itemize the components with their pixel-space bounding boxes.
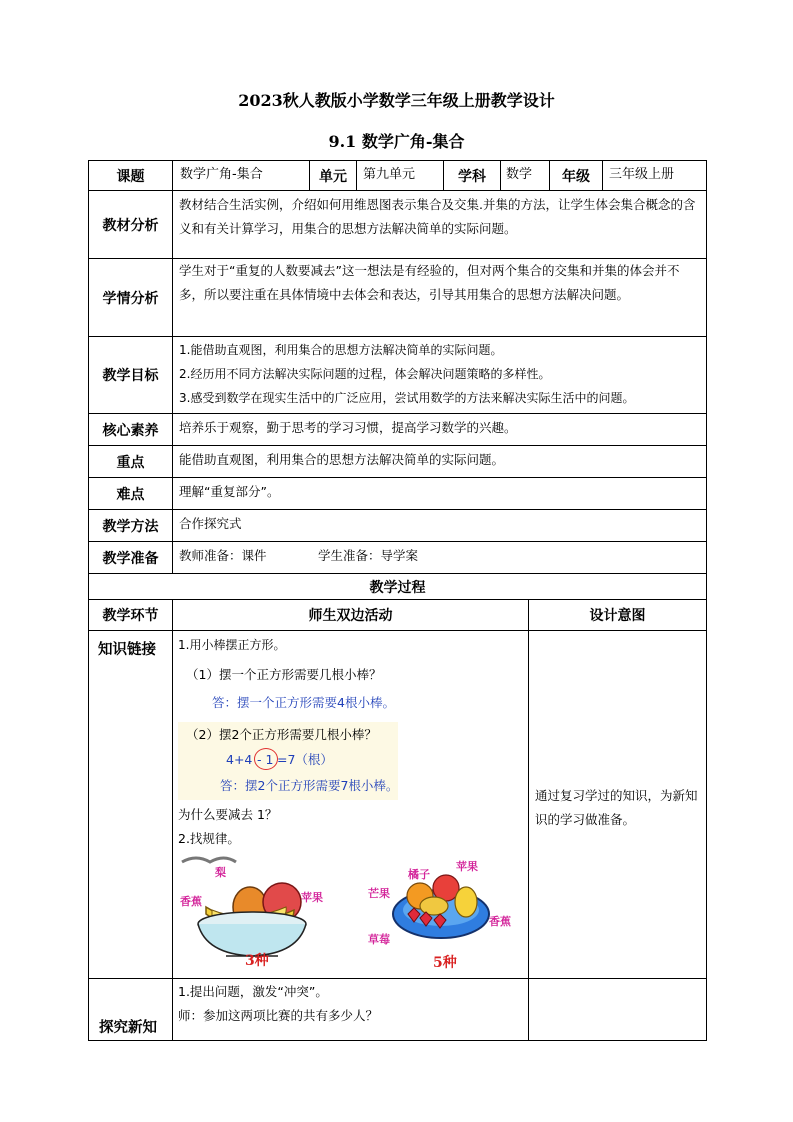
why-subtract-text: 为什么要减去 1？ — [178, 807, 278, 822]
process-col-intent: 设计意图 — [589, 608, 646, 624]
teaching-method-text: 合作探究式 — [179, 516, 242, 531]
core-literacy-text: 培养乐于观察，勤于思考的学习习惯，提高学习数学的兴趣。 — [179, 420, 517, 435]
process-title: 教学过程 — [369, 579, 426, 596]
count-5-kinds: 5种 — [433, 955, 457, 971]
document-title: 2023秋人教版小学数学三年级上册教学设计 — [238, 91, 555, 110]
label-banana-2: 香蕉 — [489, 915, 511, 928]
core-literacy-label: 核心素养 — [102, 422, 159, 439]
label-apple-1: 苹果 — [301, 891, 323, 904]
label-apple-2: 苹果 — [456, 860, 478, 873]
difficulty-label: 难点 — [116, 486, 145, 503]
learner-analysis-label: 学情分析 — [102, 290, 159, 307]
topic-value: 数学广角-集合 — [180, 167, 263, 182]
teaching-goal-3: 3.感受到数学在现实生活中的广泛应用，尝试用数学的方法来解决实际生活中的问题。 — [179, 391, 635, 405]
teaching-goal-1: 1.能借助直观图，利用集合的思想方法解决简单的实际问题。 — [179, 343, 503, 357]
label-banana-1: 香蕉 — [180, 895, 202, 908]
circle-mark — [254, 748, 278, 770]
unit-value: 第九单元 — [363, 167, 416, 182]
link-answer-2: 答：摆2个正方形需要7根小棒。 — [220, 778, 399, 793]
student-prep-text: 学生准备：导学案 — [318, 548, 419, 563]
label-pear: 梨 — [215, 866, 226, 879]
explore-new-label: 探究新知 — [99, 1019, 157, 1036]
knowledge-link-label: 知识链接 — [98, 641, 156, 658]
textbook-analysis-text: 教材结合生活实例，介绍如何用维恩图表示集合及交集.并集的方法，让学生体会集合概念的含义和有关计算学习，用集合的思想方法解决简单的实际问题。 — [179, 197, 696, 236]
document-subtitle: 9.1 数学广角-集合 — [328, 132, 465, 151]
teaching-method-label: 教学方法 — [102, 518, 159, 535]
key-point-label: 重点 — [116, 454, 145, 471]
subject-value: 数学 — [506, 167, 533, 182]
label-mango: 芒果 — [368, 887, 390, 900]
equation-minus-one: - 1 — [257, 752, 274, 767]
topic-label: 课题 — [116, 168, 145, 185]
fruit-bowl-5-kinds — [393, 875, 489, 938]
equation-part-c: =7（根） — [277, 752, 333, 767]
explore-line-2: 师：参加这两项比赛的共有多少人？ — [178, 1008, 379, 1023]
link-question-2: （2）摆2个正方形需要几根小棒？ — [186, 727, 377, 742]
process-col-activity: 师生双边活动 — [308, 608, 393, 624]
design-intent-text: 通过复习学过的知识，为新知识的学习做准备。 — [535, 788, 698, 827]
link-answer-1: 答：摆一个正方形需要4根小棒。 — [212, 695, 395, 710]
process-col-stage: 教学环节 — [102, 608, 159, 624]
key-point-text: 能借助直观图，利用集合的思想方法解决简单的实际问题。 — [179, 452, 505, 467]
teacher-prep-text: 教师准备：课件 — [179, 548, 267, 563]
explore-line-1: 1.提出问题，激发“冲突”。 — [178, 984, 328, 999]
teaching-goal-2: 2.经历用不同方法解决实际问题的过程，体会解决问题策略的多样性。 — [179, 367, 551, 381]
count-3-kinds: 3种 — [245, 953, 269, 969]
teaching-goals-label: 教学目标 — [102, 368, 159, 384]
grade-label: 年级 — [562, 168, 590, 185]
find-pattern-text: 2.找规律。 — [178, 831, 240, 846]
learner-analysis-text: 学生对于“重复的人数要减去”这一想法是有经验的，但对两个集合的交集和并集的体会并不多，所以要注重在具体情境中去体会和表达，引导其用集合的思想方法解决问题。 — [179, 263, 680, 302]
grade-value: 三年级上册 — [609, 167, 675, 182]
label-orange: 橘子 — [408, 868, 430, 881]
link-question-1: （1）摆一个正方形需要几根小棒？ — [186, 667, 382, 682]
label-strawberry: 草莓 — [368, 933, 390, 946]
subject-label: 学科 — [458, 168, 486, 185]
teaching-prep-label: 教学准备 — [102, 550, 159, 567]
unit-label: 单元 — [319, 168, 347, 185]
equation-part-a: 4+4 — [226, 752, 253, 767]
textbook-analysis-label: 教材分析 — [102, 217, 159, 234]
difficulty-text: 理解“重复部分”。 — [179, 484, 280, 499]
link-line-1: 1.用小棒摆正方形。 — [178, 638, 286, 652]
